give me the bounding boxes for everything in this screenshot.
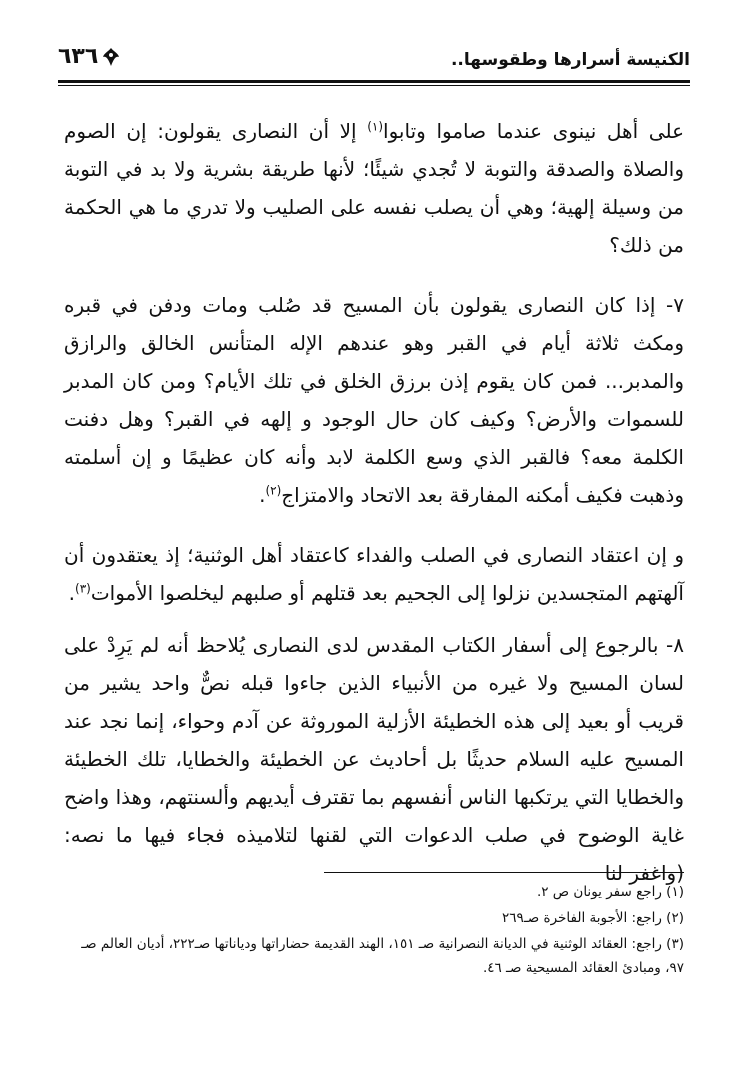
footnote-ref-2: (٢) (265, 483, 282, 498)
footnote-2: (٢) راجع: الأجوبة الفاخرة صـ٢٦٩ (502, 910, 684, 926)
page-number (58, 44, 122, 69)
paragraph-2: ٧- إذا كان النصارى يقولون بأن المسيح قد صُلب ومات ودفن في قبره ومكث ثلاثة أيام في القبر وهو عندهم الإله المتأنس الخالق والرازق والمدبر... فمن كان يقوم إذن برزق الخلق في تلك الأيام؟ ومن كان المدبر للسموات والأرض؟ وكيف كان حال الوجود و إلهه في القبر؟ وهل دفنت الكلمة معه؟ فالقبر الذي وسع الكلمة لابد وأنه كان عظيمًا و إن أسلمته وذهبت فكيف أمكنه المفارقة بعد الاتحاد والامتزاج$^{(٢)}$. (64, 293, 684, 507)
paragraph-4: ٨- بالرجوع إلى أسفار الكتاب المقدس لدى النصارى يُلاحظ أنه لم يَرِدْ على لسان المسيح ولا غيره من الأنبياء الذين جاءوا قبله نصٌّ واحد يشير من قريب أو بعيد إلى هذه الخطيئة الأزلية الموروثة عن آدم وحواء، إنما نجد عند المسيح عليه السلام حديثًا بل أحاديث عن الخطيئة والخطايا، تلك الخطيئة والخطايا التي يرتكبها الناس أنفسهم بما تقترف أيديهم وألسنتهم، وهذا واضح غاية الوضوح في صلب الدعوات التي لقنها لتلاميذه فجاء فيها ما نصه: (واغفر لنا (64, 633, 684, 885)
paragraph-3: و إن اعتقاد النصارى في الصلب والفداء كاعتقاد أهل الوثنية؛ إذ يعتقدون أن آلهتهم المتجسدين نزلوا إلى الجحيم بعد قتلهم أو صلبهم ليخلصوا الأموات$^{(٣)}$. (64, 543, 684, 605)
main-text (64, 112, 684, 892)
footnote-ref-3: (٣) (75, 581, 91, 596)
footnote-ref-1: (١) (367, 119, 384, 134)
page-number-text: ٦٣٦ (58, 44, 99, 69)
book-title: الكنيسة أسرارها وطقوسها.. (450, 50, 690, 70)
ornament-icon (100, 46, 122, 68)
footnote-rule (324, 872, 684, 873)
running-header (58, 44, 690, 78)
paragraph-1: على أهل نينوى عندما صاموا وتابوا$^{(١)}$ إلا أن النصارى يقولون: إن الصوم والصلاة والصدقة والتوبة لا تُجدي شيئًا؛ لأنها طريقة بشرية ولا بد في التوبة من وسيلة إلهية؛ وهي أن يصلب نفسه على الصليب ولا تدري ما هي الحكمة من ذلك؟ (64, 119, 684, 257)
header-rule-thin (58, 85, 690, 86)
footnotes (64, 880, 684, 982)
header-rule (58, 80, 690, 83)
footnote-3: (٣) راجع: العقائد الوثنية في الديانة النصرانية صـ ١٥١، الهند القديمة حضاراتها ودياناتها صـ٢٢٢، أديان العالم صـ ٩٧، ومبادئ العقائد المسيحية صـ ٤٦. (81, 936, 684, 976)
footnote-1: (١) راجع سفر يونان ص ٢. (536, 884, 684, 900)
